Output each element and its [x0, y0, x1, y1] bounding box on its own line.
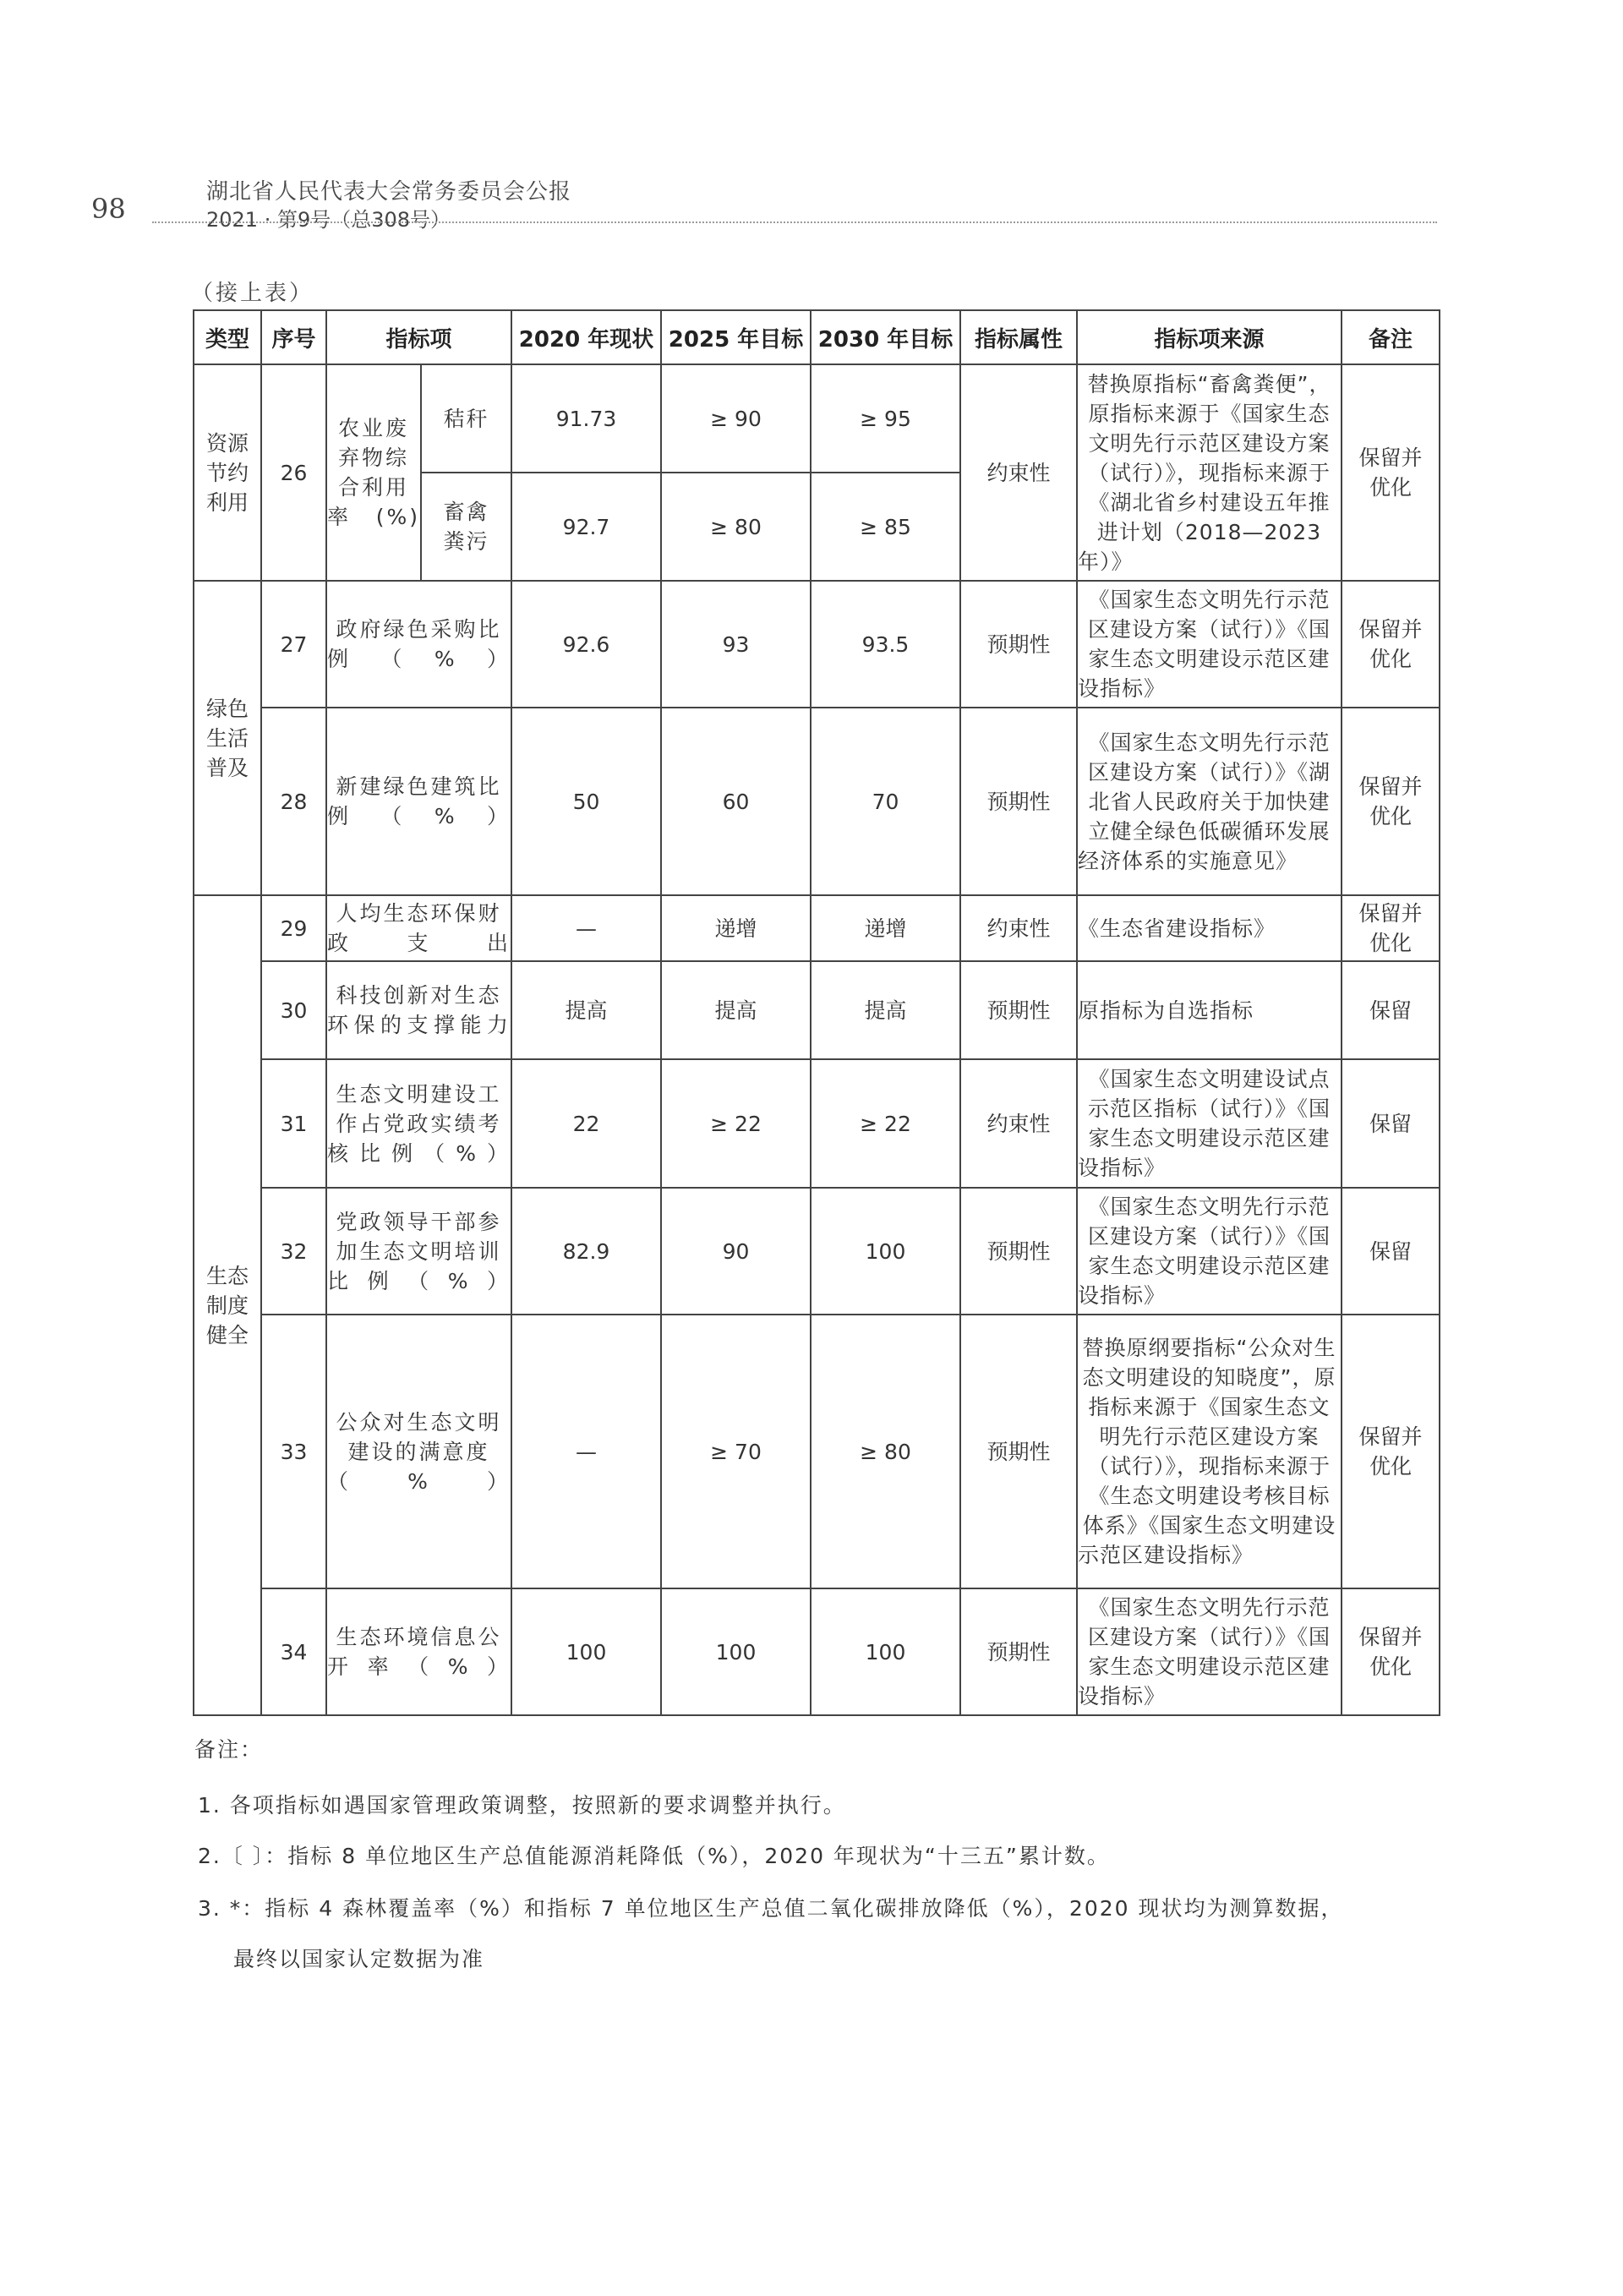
attribute-cell: 预期性: [960, 961, 1077, 1059]
col-header: 指标属性: [960, 310, 1077, 364]
attribute-cell: 预期性: [960, 1315, 1077, 1588]
row-number: 26: [261, 364, 326, 581]
remark-cell: 保留并优化: [1342, 364, 1440, 581]
remark-cell: 保留并优化: [1342, 895, 1440, 961]
col-header: 2020 年现状: [511, 310, 661, 364]
value-2025: ≥ 70: [661, 1315, 811, 1588]
value-2020: 92.6: [511, 581, 661, 708]
journal-title: 湖北省人民代表大会常务委员会公报: [206, 179, 572, 205]
note-item: 2.〔 〕：指标 8 单位地区生产总值能源消耗降低（%），2020 年现状为“十三五”累计数。: [198, 1844, 1110, 1868]
value-2020: —: [511, 895, 661, 961]
source-cell: 《国家生态文明先行示范区建设方案（试行）》《国家生态文明建设示范区建设指标》: [1077, 1188, 1342, 1315]
value-2030: ≥ 85: [811, 473, 960, 581]
col-header: 2025 年目标: [661, 310, 811, 364]
value-2025: 100: [661, 1588, 811, 1715]
value-2030: 递增: [811, 895, 960, 961]
value-2020: 22: [511, 1059, 661, 1188]
indicator-cell: 政府绿色采购比例（%）: [326, 581, 511, 708]
type-cell: 生态制度健全: [194, 895, 261, 1715]
attribute-cell: 预期性: [960, 1588, 1077, 1715]
attribute-cell: 预期性: [960, 581, 1077, 708]
value-2020: 50: [511, 708, 661, 895]
col-header: 备注: [1342, 310, 1440, 364]
table-row: [194, 581, 1440, 708]
remark-cell: 保留: [1342, 1188, 1440, 1315]
row-number: 32: [261, 1188, 326, 1315]
indicator-cell: 党政领导干部参加生态文明培训比例（%）: [326, 1188, 511, 1315]
row-number: 28: [261, 708, 326, 895]
value-2020: 100: [511, 1588, 661, 1715]
journal-issue: 2021 · 第9号（总308号）: [206, 208, 451, 232]
row-number: 29: [261, 895, 326, 961]
source-cell: 原指标为自选指标: [1077, 961, 1342, 1059]
value-2030: ≥ 80: [811, 1315, 960, 1588]
source-cell: 《国家生态文明先行示范区建设方案（试行）》《湖北省人民政府关于加快建立健全绿色低碳循环发展经济体系的实施意见》: [1077, 708, 1342, 895]
source-cell: 替换原指标“畜禽粪便”，原指标来源于《国家生态文明先行示范区建设方案（试行）》，现指标来源于《湖北省乡村建设五年推进计划（2018—2023 年）》: [1077, 364, 1342, 581]
table-row: [194, 961, 1440, 1059]
value-2025: ≥ 22: [661, 1059, 811, 1188]
indicator-cell: 人均生态环保财政支出: [326, 895, 511, 961]
value-2025: 93: [661, 581, 811, 708]
indicator-cell: 科技创新对生态环保的支撑能力: [326, 961, 511, 1059]
page-number: 98: [91, 193, 126, 225]
remark-cell: 保留并优化: [1342, 1588, 1440, 1715]
value-2030: ≥ 95: [811, 364, 960, 473]
table-row: [194, 1588, 1440, 1715]
value-2025: 90: [661, 1188, 811, 1315]
value-2030: 提高: [811, 961, 960, 1059]
value-2025: ≥ 90: [661, 364, 811, 473]
source-cell: 《国家生态文明建设试点示范区指标（试行）》《国家生态文明建设示范区建设指标》: [1077, 1059, 1342, 1188]
attribute-cell: 预期性: [960, 708, 1077, 895]
type-cell: 资源节约利用: [194, 364, 261, 581]
indicator-cell: 新建绿色建筑比例（%）: [326, 708, 511, 895]
row-number: 33: [261, 1315, 326, 1588]
col-header: 2030 年目标: [811, 310, 960, 364]
col-header: 类型: [194, 310, 261, 364]
table-row: [194, 1059, 1440, 1188]
value-2030: 70: [811, 708, 960, 895]
remark-cell: 保留: [1342, 961, 1440, 1059]
col-header: 序号: [261, 310, 326, 364]
indicator-cell: 公众对生态文明建设的满意度（%）: [326, 1315, 511, 1588]
attribute-cell: 约束性: [960, 364, 1077, 581]
value-2020: 提高: [511, 961, 661, 1059]
attribute-cell: 约束性: [960, 895, 1077, 961]
indicator-cell: 生态文明建设工作占党政实绩考核比例（%）: [326, 1059, 511, 1188]
value-2025: 提高: [661, 961, 811, 1059]
table-row: [194, 1315, 1440, 1588]
value-2020: 92.7: [511, 473, 661, 581]
source-cell: 《国家生态文明先行示范区建设方案（试行）》《国家生态文明建设示范区建设指标》: [1077, 581, 1342, 708]
attribute-cell: 约束性: [960, 1059, 1077, 1188]
source-cell: 替换原纲要指标“公众对生态文明建设的知晓度”，原指标来源于《国家生态文明先行示范区建设方案（试行）》，现指标来源于《生态文明建设考核目标体系》《国家生态文明建设示范区建设指标》: [1077, 1315, 1342, 1588]
row-number: 27: [261, 581, 326, 708]
source-cell: 《国家生态文明先行示范区建设方案（试行）》《国家生态文明建设示范区建设指标》: [1077, 1588, 1342, 1715]
row-number: 31: [261, 1059, 326, 1188]
table-row: [194, 1188, 1440, 1315]
table-row: [194, 895, 1440, 961]
sub-indicator-cell: 秸秆: [421, 364, 511, 473]
note-item: 3. *：指标 4 森林覆盖率（%）和指标 7 单位地区生产总值二氧化碳排放降低（%），2020 现状均为测算数据，: [198, 1896, 1344, 1921]
continued-label: （接上表）: [191, 281, 314, 306]
remark-cell: 保留并优化: [1342, 708, 1440, 895]
remark-cell: 保留并优化: [1342, 1315, 1440, 1588]
table-row: [194, 708, 1440, 895]
indicator-table: [193, 309, 1440, 1716]
type-cell: 绿色生活普及: [194, 581, 261, 895]
attribute-cell: 预期性: [960, 1188, 1077, 1315]
value-2030: 100: [811, 1588, 960, 1715]
col-header: 指标项来源: [1077, 310, 1342, 364]
note-item-continuation: 最终以国家认定数据为准: [233, 1947, 485, 1971]
value-2020: —: [511, 1315, 661, 1588]
row-number: 34: [261, 1588, 326, 1715]
value-2020: 91.73: [511, 364, 661, 473]
table-row: [194, 364, 1440, 473]
remark-cell: 保留并优化: [1342, 581, 1440, 708]
col-header: 指标项: [326, 310, 511, 364]
value-2030: ≥ 22: [811, 1059, 960, 1188]
remark-cell: 保留: [1342, 1059, 1440, 1188]
value-2020: 82.9: [511, 1188, 661, 1315]
notes-title: 备注：: [194, 1737, 264, 1762]
row-number: 30: [261, 961, 326, 1059]
value-2025: 60: [661, 708, 811, 895]
value-2030: 100: [811, 1188, 960, 1315]
note-item: 1. 各项指标如遇国家管理政策调整，按照新的要求调整并执行。: [198, 1793, 846, 1818]
indicator-cell: 农业废弃物综合利用率(%): [326, 364, 421, 581]
value-2025: ≥ 80: [661, 473, 811, 581]
header-rule: [152, 221, 1437, 223]
indicator-cell: 生态环境信息公开率（%）: [326, 1588, 511, 1715]
table-header-row: [194, 310, 1440, 364]
value-2025: 递增: [661, 895, 811, 961]
value-2030: 93.5: [811, 581, 960, 708]
sub-indicator-cell: 畜禽粪污: [421, 473, 511, 581]
source-cell: 《生态省建设指标》: [1077, 895, 1342, 961]
